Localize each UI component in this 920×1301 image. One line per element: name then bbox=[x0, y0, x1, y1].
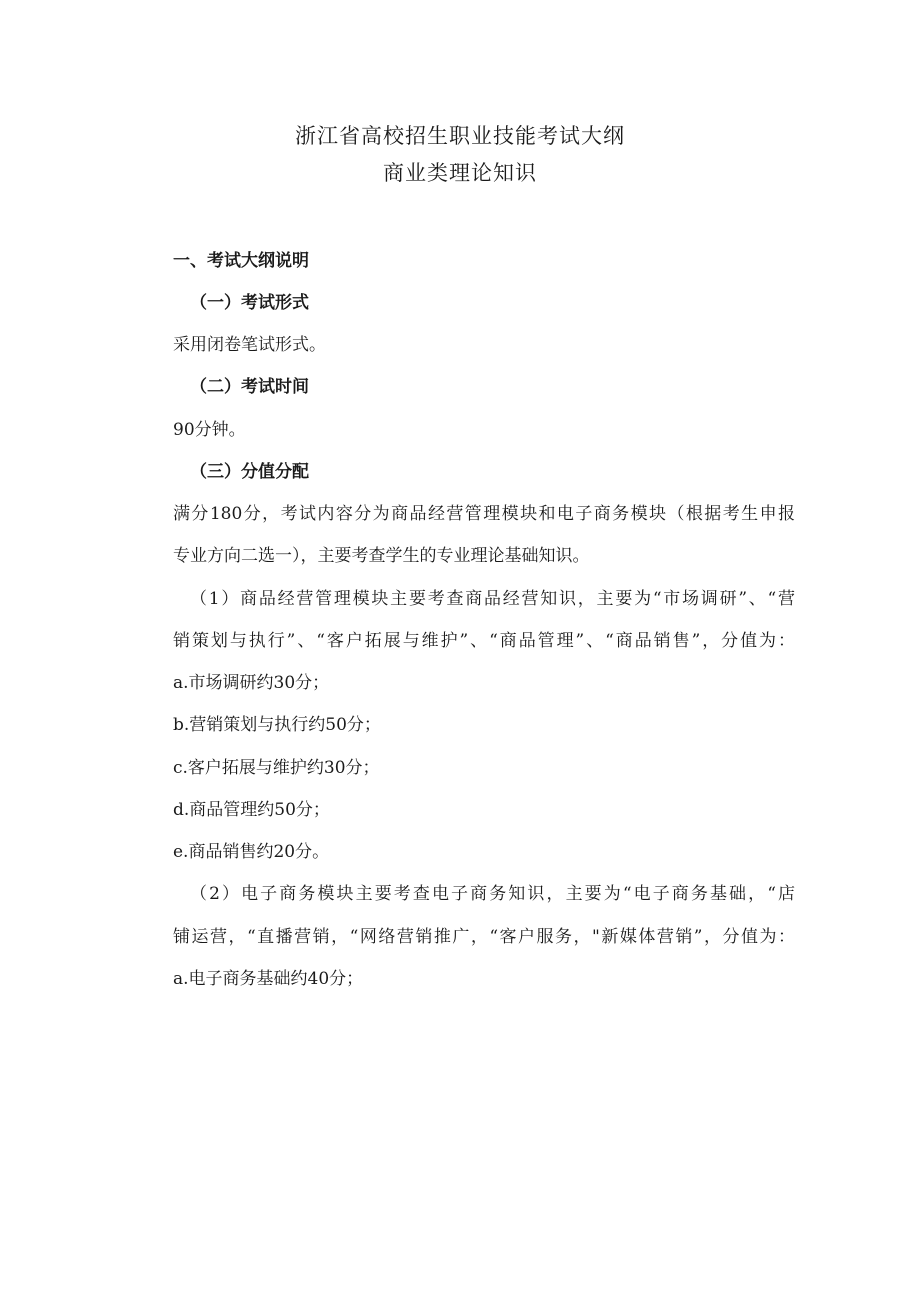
document-title: 浙江省高校招生职业技能考试大纲 bbox=[295, 124, 625, 148]
subsection-heading-score-distribution: （三）分值分配 bbox=[190, 462, 309, 482]
list-item: a.市场调研约30分； bbox=[173, 673, 330, 693]
paragraph-line: 专业方向二选一），主要考查学生的专业理论基础知识。 bbox=[173, 546, 590, 566]
list-item: e.商品销售约20分。 bbox=[173, 842, 330, 862]
paragraph-line: 满分180分，考试内容分为商品经营管理模块和电子商务模块（根据考生申报 bbox=[173, 504, 795, 524]
list-item: a.电子商务基础约40分； bbox=[173, 969, 364, 989]
exam-time-text: 90分钟。 bbox=[173, 420, 246, 440]
module1-description-line: （1）商品经营管理模块主要考查商品经营知识，主要为“市场调研”、“营 bbox=[190, 589, 795, 609]
list-item: b.营销策划与执行约50分； bbox=[173, 715, 381, 735]
subsection-heading-exam-time: （二）考试时间 bbox=[190, 377, 309, 397]
list-item: d.商品管理约50分； bbox=[173, 800, 330, 820]
module1-description-line: 销策划与执行”、“客户拓展与维护”、“商品管理”、“商品销售”，分值为： bbox=[173, 631, 795, 651]
module2-description-line: 铺运营，“直播营销，“网络营销推广，“客户服务，"新媒体营销”，分值为： bbox=[173, 927, 795, 947]
section-heading: 一、考试大纲说明 bbox=[173, 251, 309, 271]
document-subtitle: 商业类理论知识 bbox=[383, 161, 537, 185]
module2-description-line: （2）电子商务模块主要考查电子商务知识，主要为“电子商务基础，“店 bbox=[190, 884, 795, 904]
exam-format-text: 采用闭卷笔试形式。 bbox=[173, 335, 326, 355]
list-item: c.客户拓展与维护约30分； bbox=[173, 758, 380, 778]
subsection-heading-exam-format: （一）考试形式 bbox=[190, 293, 309, 313]
